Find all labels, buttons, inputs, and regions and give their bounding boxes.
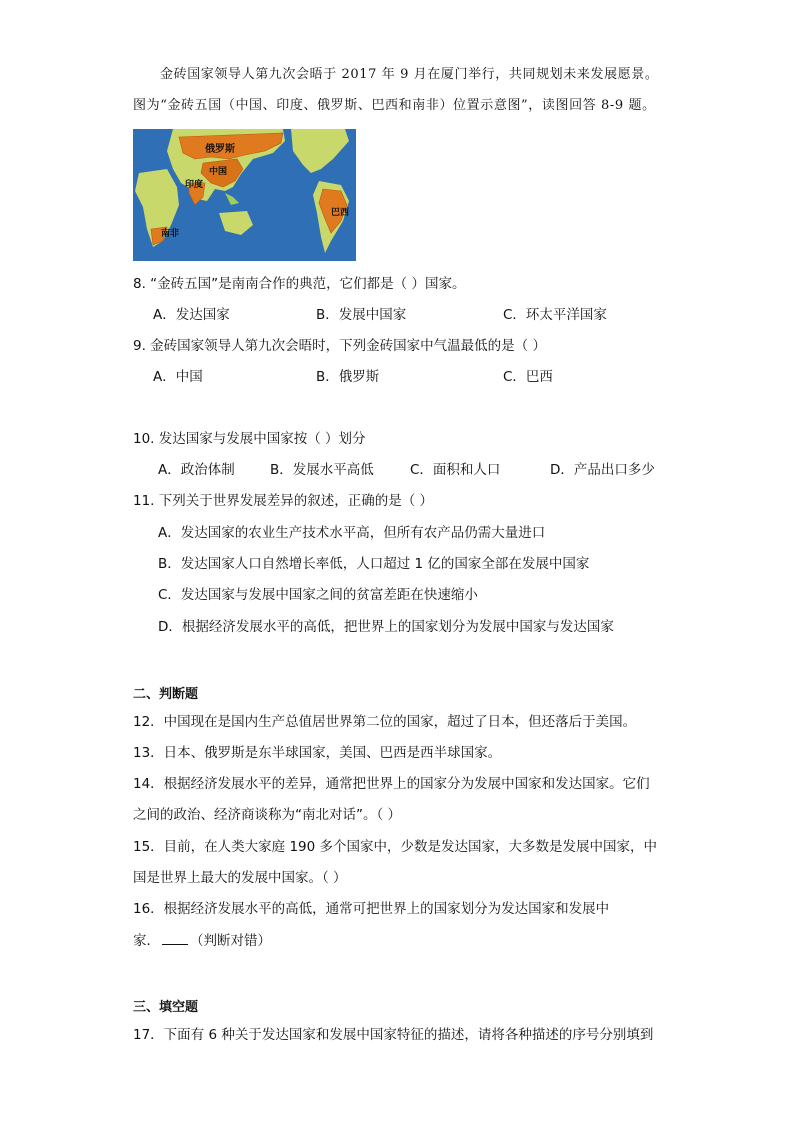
section-2-title: 二、判断题 xyxy=(133,687,199,702)
question-11-option-d[interactable]: D．根据经济发展水平的高低，把世界上的国家划分为发展中国家与发达国家 xyxy=(158,619,614,635)
question-9-option-b[interactable]: B．俄罗斯 xyxy=(316,369,380,385)
question-11-stem: 11. 下列关于世界发展差异的叙述，正确的是（ ） xyxy=(133,493,434,509)
question-16-tail-suffix: （判断对错） xyxy=(190,933,271,949)
question-8-option-c[interactable]: C．环太平洋国家 xyxy=(503,307,607,323)
question-10-stem: 10. 发达国家与发展中国家按（ ）划分 xyxy=(133,431,366,447)
question-12: 12．中国现在是国内生产总值居世界第二位的国家，超过了日本，但还落后于美国。 xyxy=(133,714,637,730)
question-14-line-2: 之间的政治、经济商谈称为“南北对话”。（ ） xyxy=(133,807,402,823)
map-label-south-africa: 南非 xyxy=(161,229,180,239)
brics-location-map xyxy=(133,129,356,261)
map-label-china: 中国 xyxy=(209,167,228,177)
question-8-option-b[interactable]: B．发展中国家 xyxy=(316,307,407,323)
question-8-stem: 8. “金砖五国”是南南合作的典范，它们都是（ ）国家。 xyxy=(133,276,466,292)
question-8-option-a[interactable]: A．发达国家 xyxy=(153,307,230,323)
question-11-option-c[interactable]: C．发达国家与发展中国家之间的贫富差距在快速缩小 xyxy=(158,587,478,603)
map-label-india: 印度 xyxy=(185,180,204,190)
question-11-option-a[interactable]: A．发达国家的农业生产技术水平高，但所有农产品仍需大量进口 xyxy=(158,525,546,541)
question-14-line-1: 14．根据经济发展水平的差异，通常把世界上的国家分为发展中国家和发达国家。它们 xyxy=(133,776,650,792)
question-15-line-2: 国是世界上最大的发展中国家。（ ） xyxy=(133,870,347,886)
question-13: 13．日本、俄罗斯是东半球国家，美国、巴西是西半球国家。 xyxy=(133,745,502,761)
question-9-option-a[interactable]: A．中国 xyxy=(153,369,203,385)
question-15-line-1: 15．目前，在人类大家庭 190 多个国家中，少数是发达国家，大多数是发展中国家，中 xyxy=(133,839,658,855)
intro-line-2: 图为“金砖五国（中国、印度、俄罗斯、巴西和南非）位置示意图”，读图回答 8-9 题。 xyxy=(133,98,656,113)
question-10-option-b[interactable]: B．发展水平高低 xyxy=(270,462,374,478)
question-9-stem: 9. 金砖国家领导人第九次会晤时，下列金砖国家中气温最低的是（ ） xyxy=(133,338,546,354)
map-label-brazil: 巴西 xyxy=(331,208,350,218)
section-3-title: 三、填空题 xyxy=(133,1000,199,1015)
question-10-option-d[interactable]: D．产品出口多少 xyxy=(550,462,655,478)
question-16-line-2 xyxy=(133,931,271,950)
question-9-option-c[interactable]: C．巴西 xyxy=(503,369,553,385)
question-11-option-b[interactable]: B．发达国家人口自然增长率低，人口超过 1 亿的国家全部在发展中国家 xyxy=(158,556,590,572)
question-16-tail-prefix: 家． xyxy=(133,933,160,949)
question-16-answer-blank[interactable] xyxy=(162,931,188,945)
question-10-option-a[interactable]: A．政治体制 xyxy=(158,462,235,478)
map-label-russia: 俄罗斯 xyxy=(205,144,235,155)
intro-line-1: 金砖国家领导人第九次会晤于 2017 年 9 月在厦门举行，共同规划未来发展愿景。 xyxy=(160,67,659,82)
question-17: 17．下面有 6 种关于发达国家和发展中国家特征的描述，请将各种描述的序号分别填到 xyxy=(133,1027,654,1043)
question-16-line-1: 16．根据经济发展水平的高低，通常可把世界上的国家划分为发达国家和发展中 xyxy=(133,901,610,917)
question-10-option-c[interactable]: C．面积和人口 xyxy=(410,462,501,478)
